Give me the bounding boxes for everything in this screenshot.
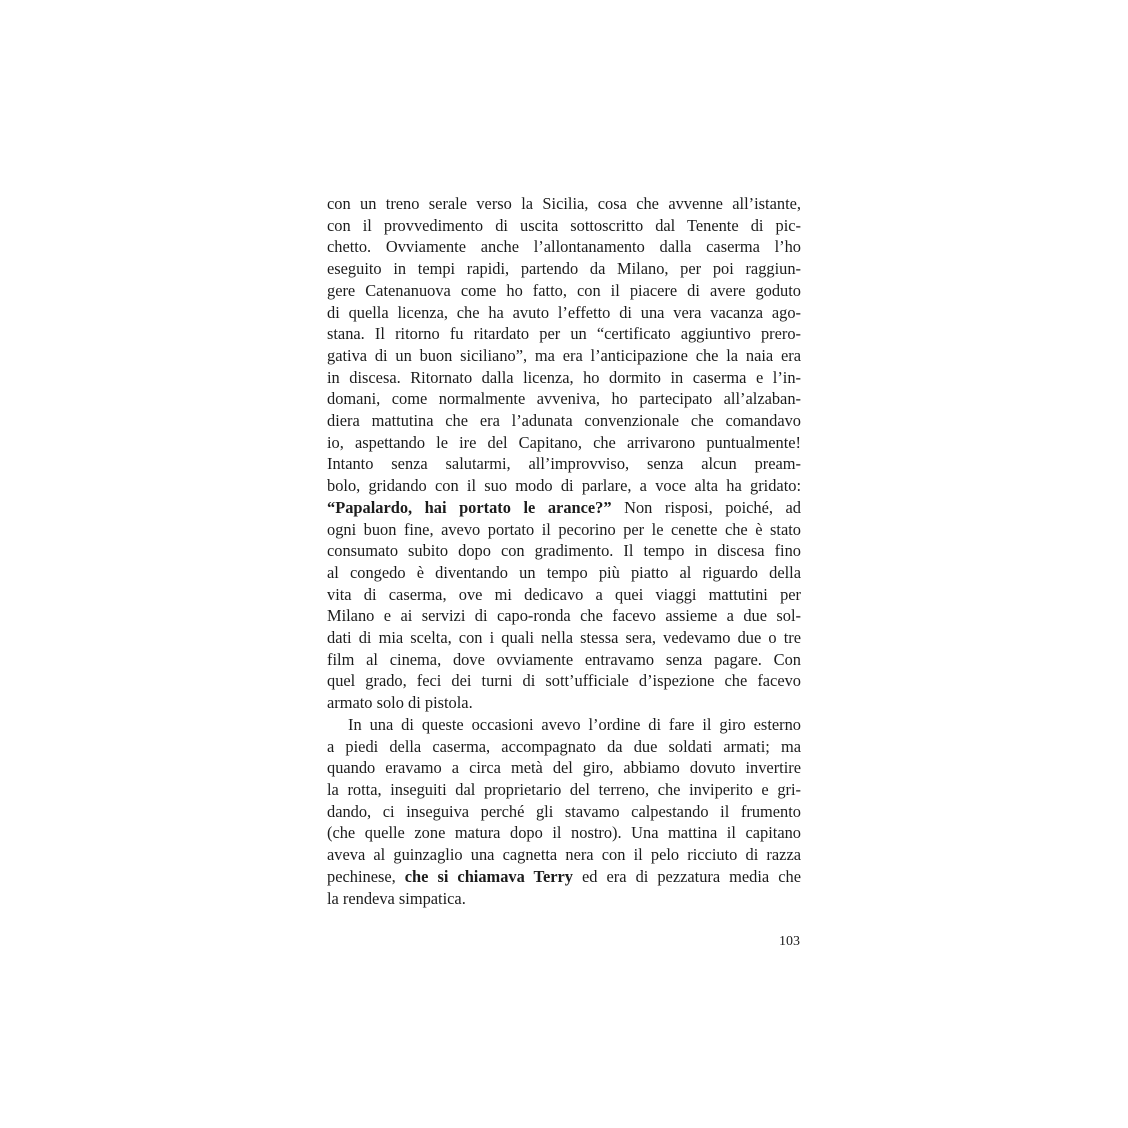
text-line: bolo, gridando con il suo modo di parlare, a voce alta ha gridato:	[327, 476, 801, 496]
text-line: chetto. Ovviamente anche l’allontanamento dalla caserma l’ho	[327, 237, 801, 257]
text-line: di quella licenza, che ha avuto l’effetto di una vera vacanza ago-	[327, 302, 801, 322]
text-line: stana. Il ritorno fu ritardato per un “certificato aggiuntivo prero-	[327, 324, 801, 344]
text-line: aveva al guinzaglio una cagnetta nera con il pelo ricciuto di razza	[327, 845, 801, 865]
text-line: Milano e ai servizi di capo-ronda che facevo assieme a due sol-	[327, 606, 801, 626]
text-line: quel grado, feci dei turni di sott’ufficiale d’ispezione che facevo	[327, 671, 801, 691]
bold-quote: “Papalardo, hai portato le arance?”	[327, 497, 612, 517]
text-line: film al cinema, dove ovviamente entravamo senza pagare. Con	[327, 649, 801, 669]
text-line: dati di mia scelta, con i quali nella stessa sera, vedevamo due o tre	[327, 628, 801, 648]
text-segment: ed era di pezzatura media che	[572, 866, 801, 886]
paragraph-2	[327, 714, 801, 909]
text-line: (che quelle zone matura dopo il nostro). Una mattina il capitano	[327, 823, 801, 843]
text-segment: Non risposi, poiché, ad	[611, 497, 801, 517]
text-line: domani, come normalmente avveniva, ho partecipato all’alzaban-	[327, 389, 801, 409]
text-line: in discesa. Ritornato dalla licenza, ho dormito in caserma e l’in-	[327, 367, 801, 387]
text-line: gativa di un buon siciliano”, ma era l’anticipazione che la naia era	[327, 345, 801, 365]
text-line: io, aspettando le ire del Capitano, che arrivarono puntualmente!	[327, 432, 801, 452]
text-line: Intanto senza salutarmi, all’improvviso, senza alcun pream-	[327, 454, 801, 474]
bold-phrase: che si chiamava Terry	[404, 866, 573, 886]
text-line: diera mattutina che era l’adunata convenzionale che comandavo	[327, 411, 801, 431]
text-line: ogni buon fine, avevo portato il pecorino per le cenette che è stato	[327, 519, 801, 539]
text-line: a piedi della caserma, accompagnato da due soldati armati; ma	[327, 736, 801, 756]
text-segment: pechinese,	[327, 866, 405, 886]
text-line: armato solo di pistola.	[327, 693, 473, 713]
text-line: In una di queste occasioni avevo l’ordine di fare il giro esterno	[348, 714, 801, 734]
text-line: gere Catenanuova come ho fatto, con il piacere di avere goduto	[327, 280, 801, 300]
text-line: al congedo è diventando un tempo più piatto al riguardo della	[327, 562, 801, 582]
text-line: consumato subito dopo con gradimento. Il tempo in discesa fino	[327, 541, 801, 561]
paragraph-1	[327, 193, 801, 714]
page-number: 103	[779, 934, 800, 949]
text-line: con un treno serale verso la Sicilia, cosa che avvenne all’istante,	[327, 194, 801, 213]
text-line: dando, ci inseguiva perché gli stavamo calpestando il frumento	[327, 801, 801, 821]
text-line: vita di caserma, ove mi dedicavo a quei viaggi mattutini per	[327, 584, 801, 604]
text-line: con il provvedimento di uscita sottoscritto dal Tenente di pic-	[327, 215, 801, 235]
text-line: la rendeva simpatica.	[327, 888, 466, 908]
page-body	[327, 193, 801, 909]
text-line: quando eravamo a circa metà del giro, abbiamo dovuto invertire	[327, 758, 801, 778]
text-line: eseguito in tempi rapidi, partendo da Milano, per poi raggiun-	[327, 259, 801, 279]
text-line-with-bold-phrase	[327, 866, 801, 888]
text-line-with-bold-quote	[327, 497, 801, 519]
text-line: la rotta, inseguiti dal proprietario del terreno, che inviperito e gri-	[327, 779, 801, 799]
